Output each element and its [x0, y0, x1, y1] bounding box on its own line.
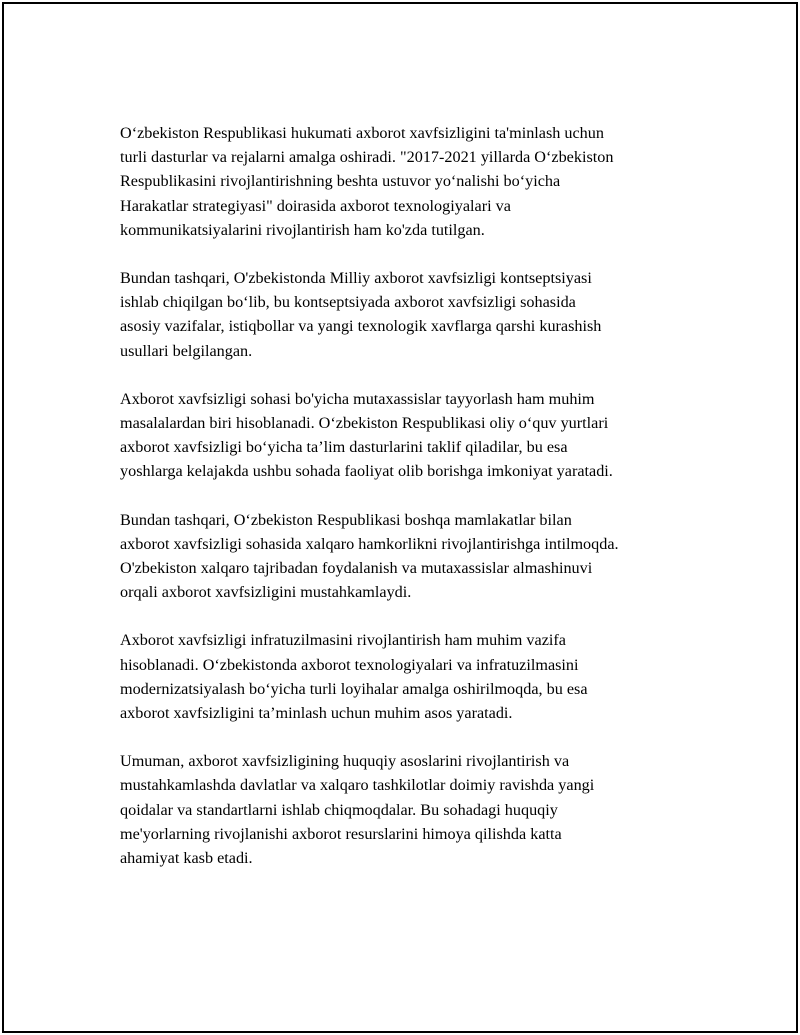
text-line: turli dasturlar va rejalarni amalga oshiradi. "2017-2021 yillarda O‘zbekiston: [120, 148, 614, 167]
text-line: me'yorlarning rivojlanishi axborot resurslarini himoya qilishda katta: [120, 824, 562, 843]
paragraph-4: [120, 508, 700, 605]
text-line: usullari belgilangan.: [120, 341, 253, 360]
text-line: axborot xavfsizligini ta’minlash uchun muhim asos yaratadi.: [120, 704, 513, 723]
text-line: Axborot xavfsizligi infratuzilmasini rivojlantirish ham muhim vazifa: [120, 631, 566, 650]
paragraph-1: [120, 121, 700, 242]
text-line: mustahkamlashda davlatlar va xalqaro tashkilotlar doimiy ravishda yangi: [120, 776, 595, 795]
text-line: qoidalar va standartlarni ishlab chiqmoqdalar. Bu sohadagi huquqiy: [120, 800, 558, 819]
text-line: Harakatlar strategiyasi" doirasida axborot texnologiyalari va: [120, 196, 511, 215]
text-line: axborot xavfsizligi sohasida xalqaro hamkorlikni rivojlantirishga intilmoqda.: [120, 534, 619, 553]
paragraph-5: [120, 628, 700, 725]
text-line: masalalardan biri hisoblanadi. O‘zbekiston Respublikasi oliy o‘quv yurtlari: [120, 414, 609, 433]
document-body: [120, 121, 700, 894]
text-line: kommunikatsiyalarini rivojlantirish ham ko'zda tutilgan.: [120, 220, 485, 239]
text-line: axborot xavfsizligi bo‘yicha ta’lim dasturlarini taklif qiladilar, bu esa: [120, 438, 568, 457]
text-line: O‘zbekiston Respublikasi hukumati axborot xavfsizligini ta'minlash uchun: [120, 124, 604, 142]
text-line: asosiy vazifalar, istiqbollar va yangi texnologik xavflarga qarshi kurashish: [120, 317, 602, 336]
text-line: ahamiyat kasb etadi.: [120, 849, 253, 868]
text-line: hisoblanadi. O‘zbekistonda axborot texnologiyalari va infratuzilmasini: [120, 655, 579, 674]
text-line: Respublikasini rivojlantirishning beshta ustuvor yo‘nalishi bo‘yicha: [120, 172, 561, 191]
text-line: Axborot xavfsizligi sohasi bo'yicha mutaxassislar tayyorlash ham muhim: [120, 389, 595, 408]
text-line: ishlab chiqilgan bo‘lib, bu kontseptsiyada axborot xavfsizligi sohasida: [120, 293, 576, 312]
paragraph-2: [120, 266, 700, 363]
paragraph-6: [120, 749, 700, 870]
paragraph-3: [120, 387, 700, 484]
page-frame: [2, 2, 798, 1033]
text-line: orqali axborot xavfsizligini mustahkamlaydi.: [120, 583, 412, 602]
text-line: yoshlarga kelajakda ushbu sohada faoliyat olib borishga imkoniyat yaratadi.: [120, 462, 613, 481]
text-line: O'zbekiston xalqaro tajribadan foydalanish va mutaxassislar almashinuvi: [120, 559, 593, 578]
text-line: Umuman, axborot xavfsizligining huquqiy asoslarini rivojlantirish va: [120, 752, 570, 771]
text-line: modernizatsiyalash bo‘yicha turli loyihalar amalga oshirilmoqda, bu esa: [120, 679, 588, 698]
text-line: Bundan tashqari, O'zbekistonda Milliy axborot xavfsizligi kontseptsiyasi: [120, 269, 592, 288]
text-line: Bundan tashqari, O‘zbekiston Respublikasi boshqa mamlakatlar bilan: [120, 510, 572, 529]
